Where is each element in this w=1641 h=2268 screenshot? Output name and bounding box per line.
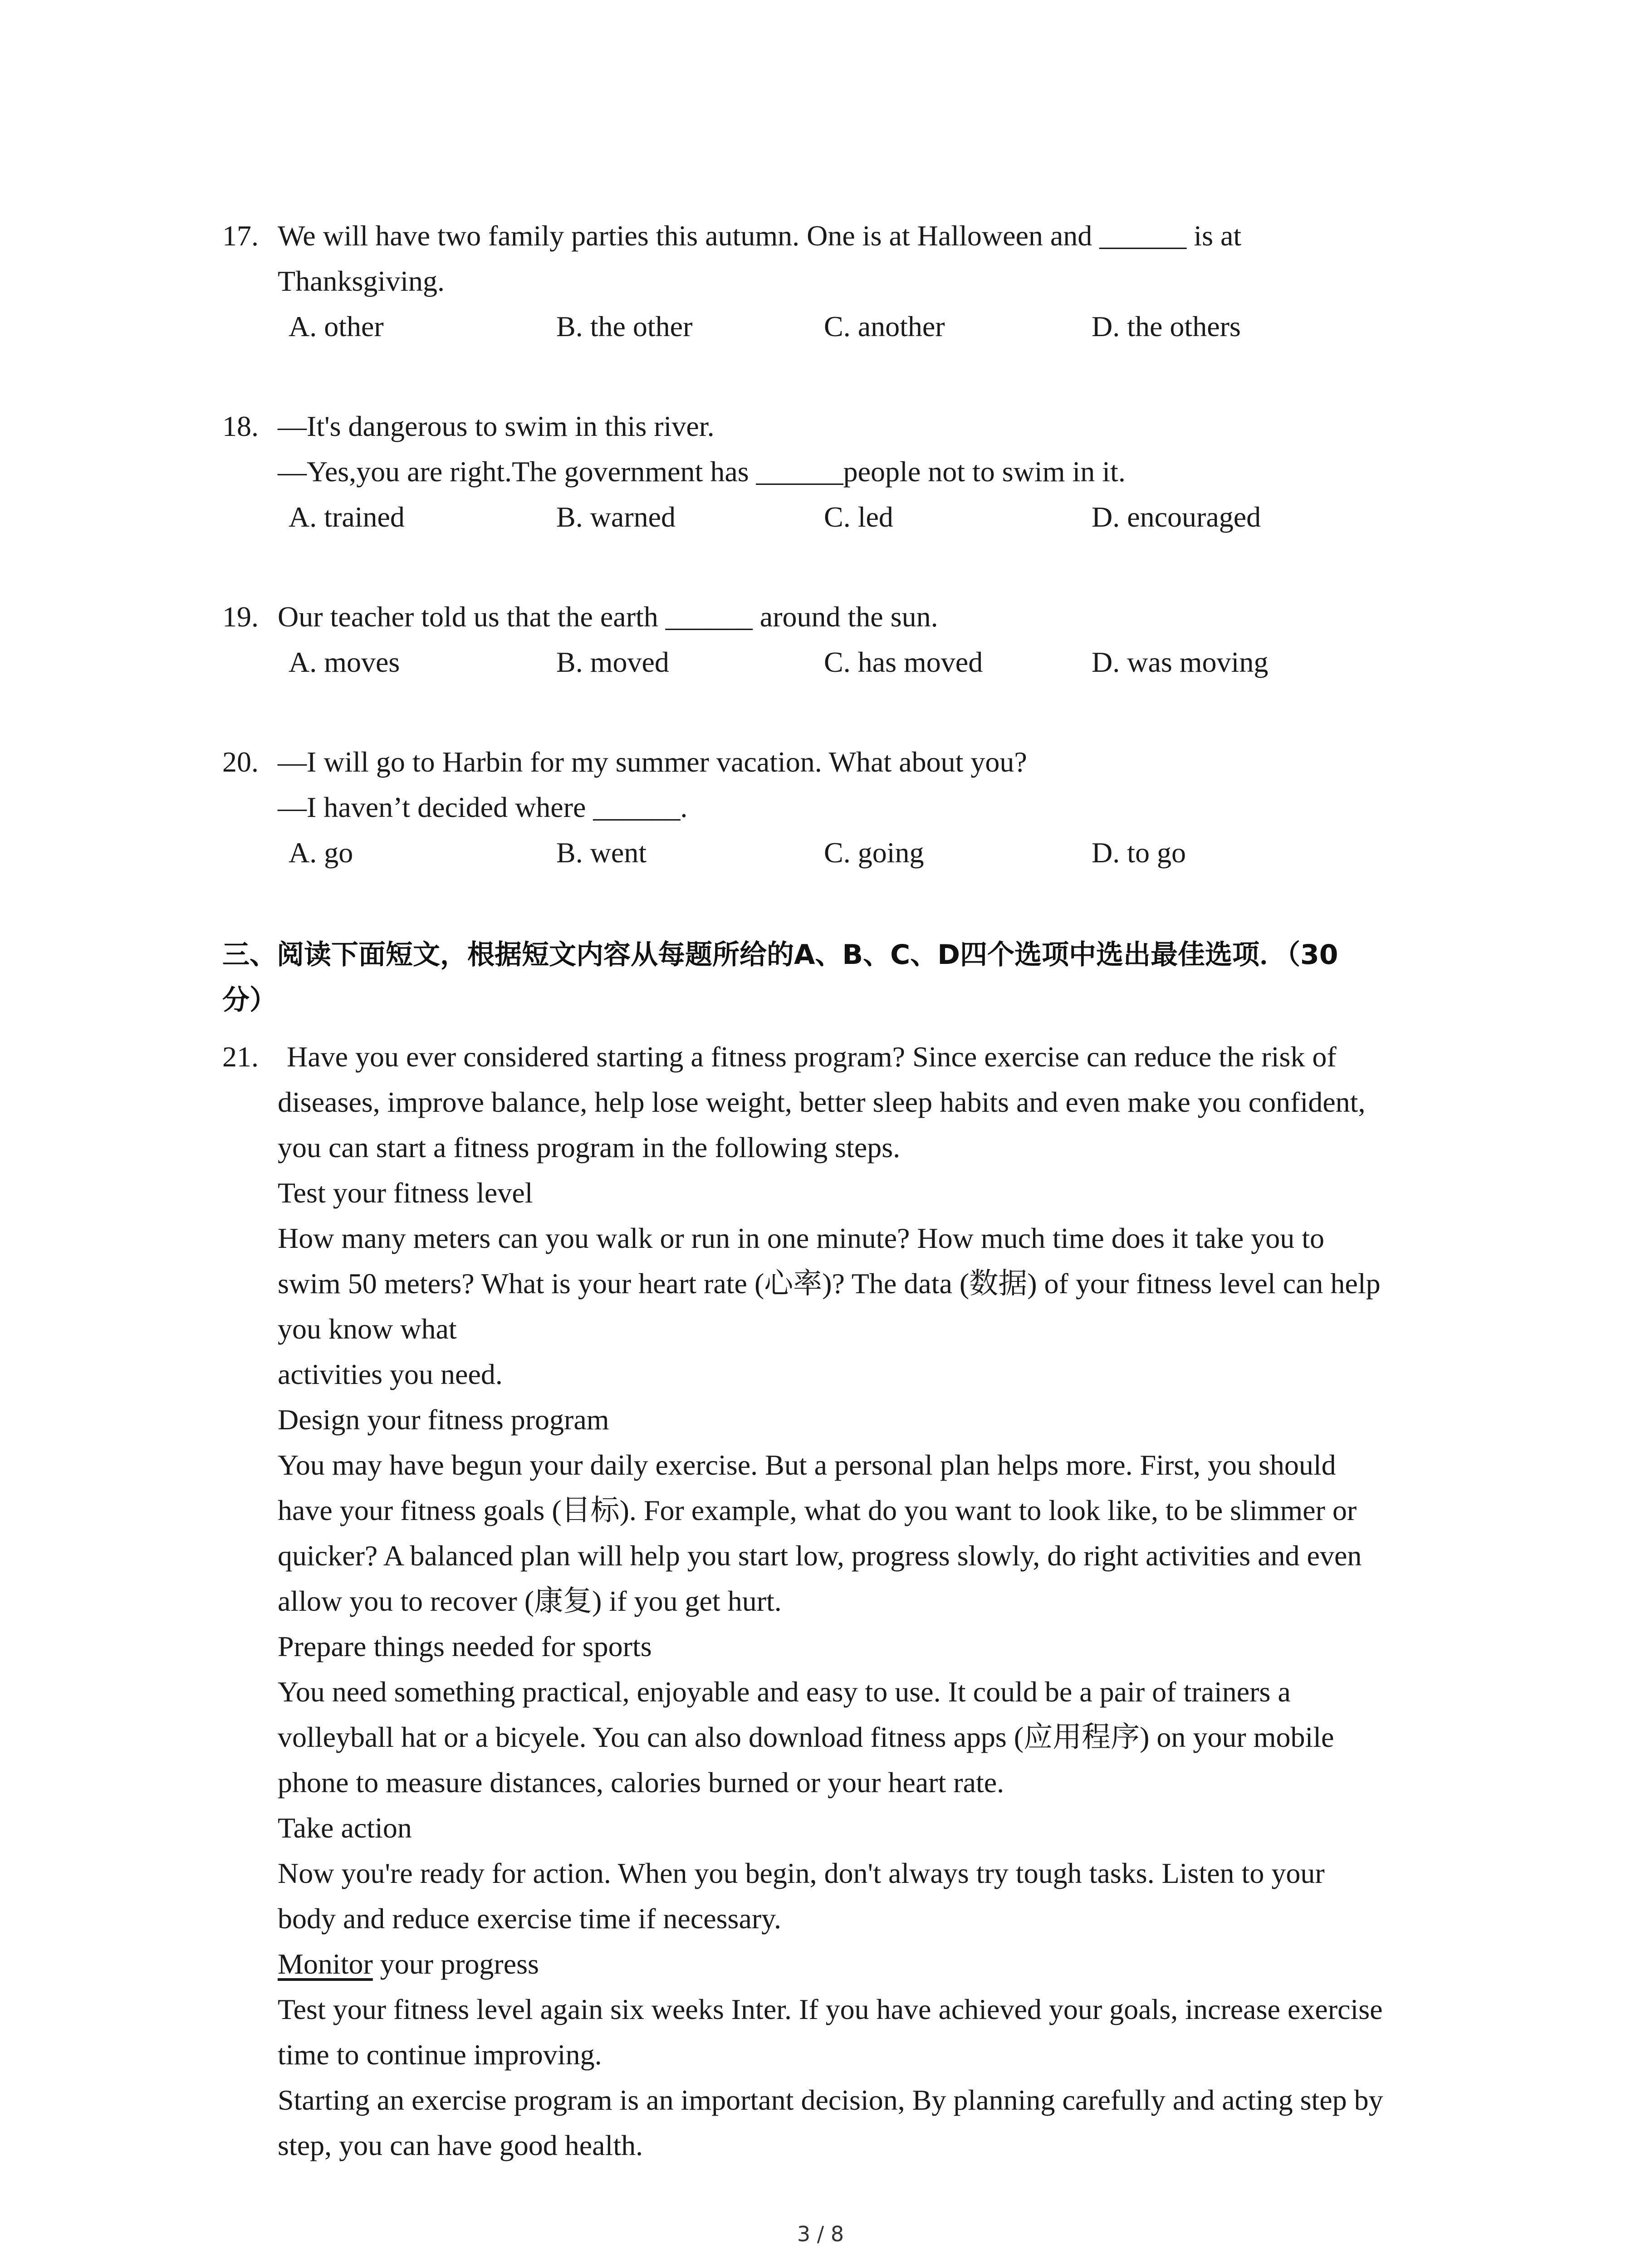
passage-line: activities you need. xyxy=(278,1358,503,1390)
question-17-text: Thanksgiving. xyxy=(278,265,445,297)
question-19-option-d: D. was moving xyxy=(1092,646,1269,678)
passage-line: swim 50 meters? What is your heart rate (心率)? The data (数据) of your fitness level can help xyxy=(278,1267,1381,1300)
passage-line: Now you're ready for action. When you begin, don't always try tough tasks. Listen to your xyxy=(278,1857,1325,1889)
page-number: 3 / 8 xyxy=(797,2222,844,2246)
question-19-number: 19. xyxy=(222,601,259,633)
section-heading: 三、阅读下面短文，根据短文内容从每题所给的A、B、C、D四个选项中选出最佳选项．（30 xyxy=(222,939,1338,971)
passage-line: You may have begun your daily exercise. But a personal plan helps more. First, you should xyxy=(278,1449,1336,1481)
passage-heading-design: Design your fitness program xyxy=(278,1403,609,1436)
question-20-text: —I haven’t decided where ______. xyxy=(278,791,688,823)
passage-heading-action: Take action xyxy=(278,1812,412,1844)
passage-line: have your fitness goals (目标). For example, what do you want to look like, to be slimmer or xyxy=(278,1494,1357,1526)
passage-line: How many meters can you walk or run in one minute? How much time does it take you to xyxy=(278,1222,1325,1254)
question-17-option-b: B. the other xyxy=(556,310,693,342)
passage-line: you can start a fitness program in the following steps. xyxy=(278,1131,901,1163)
question-17-option-a: A. other xyxy=(289,310,384,342)
question-18-option-b: B. warned xyxy=(556,501,676,533)
question-17-option-c: C. another xyxy=(824,310,945,342)
passage-heading-test: Test your fitness level xyxy=(278,1177,533,1209)
passage-line: you know what xyxy=(278,1313,457,1345)
question-18-option-c: C. led xyxy=(824,501,893,533)
question-19-text: Our teacher told us that the earth ______ around the sun. xyxy=(278,601,938,633)
underlined-word: Monitor xyxy=(278,1948,373,1980)
passage-line: time to continue improving. xyxy=(278,2038,602,2071)
question-20-option-b: B. went xyxy=(556,836,647,869)
passage-line: quicker? A balanced plan will help you start low, progress slowly, do right activities and even xyxy=(278,1540,1362,1572)
question-17-number: 17. xyxy=(222,220,259,252)
passage-line: phone to measure distances, calories burned or your heart rate. xyxy=(278,1766,1004,1799)
passage-line: Have you ever considered starting a fitness program? Since exercise can reduce the risk of xyxy=(287,1041,1337,1073)
passage-line: body and reduce exercise time if necessary. xyxy=(278,1902,781,1935)
question-18-option-d: D. encouraged xyxy=(1092,501,1261,533)
question-21-number: 21. xyxy=(222,1041,259,1073)
passage-line: allow you to recover (康复) if you get hurt. xyxy=(278,1585,782,1617)
question-17-text: We will have two family parties this autumn. One is at Halloween and ______ is at xyxy=(278,220,1242,252)
passage-line: step, you can have good health. xyxy=(278,2129,643,2161)
question-20-text: —I will go to Harbin for my summer vacation. What about you? xyxy=(278,746,1027,778)
question-18-option-a: A. trained xyxy=(289,501,405,533)
question-19-option-a: A. moves xyxy=(289,646,400,678)
passage-line: Test your fitness level again six weeks Inter. If you have achieved your goals, increase exercise xyxy=(278,1993,1383,2025)
passage-line: volleyball hat or a bicyele. You can also download fitness apps (应用程序) on your mobile xyxy=(278,1721,1334,1753)
question-20-option-c: C. going xyxy=(824,836,924,869)
question-18-number: 18. xyxy=(222,410,259,442)
passage-line: Starting an exercise program is an important decision, By planning carefully and acting step by xyxy=(278,2084,1383,2116)
question-20-option-a: A. go xyxy=(289,836,353,869)
question-17-option-d: D. the others xyxy=(1092,310,1241,342)
question-18-text: —Yes,you are right.The government has ______people not to swim in it. xyxy=(278,455,1126,488)
question-20-number: 20. xyxy=(222,746,259,778)
question-18-text: —It's dangerous to swim in this river. xyxy=(278,410,715,442)
question-19-option-c: C. has moved xyxy=(824,646,983,678)
passage-line: diseases, improve balance, help lose weight, better sleep habits and even make you confident, xyxy=(278,1086,1366,1118)
question-20-option-d: D. to go xyxy=(1092,836,1186,869)
section-heading-continued: 分） xyxy=(222,984,277,1016)
passage-line: You need something practical, enjoyable and easy to use. It could be a pair of trainers a xyxy=(278,1676,1291,1708)
question-19-option-b: B. moved xyxy=(556,646,669,678)
heading-rest: your progress xyxy=(380,1948,539,1980)
passage-heading-monitor xyxy=(278,1946,539,1982)
passage-heading-prepare: Prepare things needed for sports xyxy=(278,1630,652,1662)
